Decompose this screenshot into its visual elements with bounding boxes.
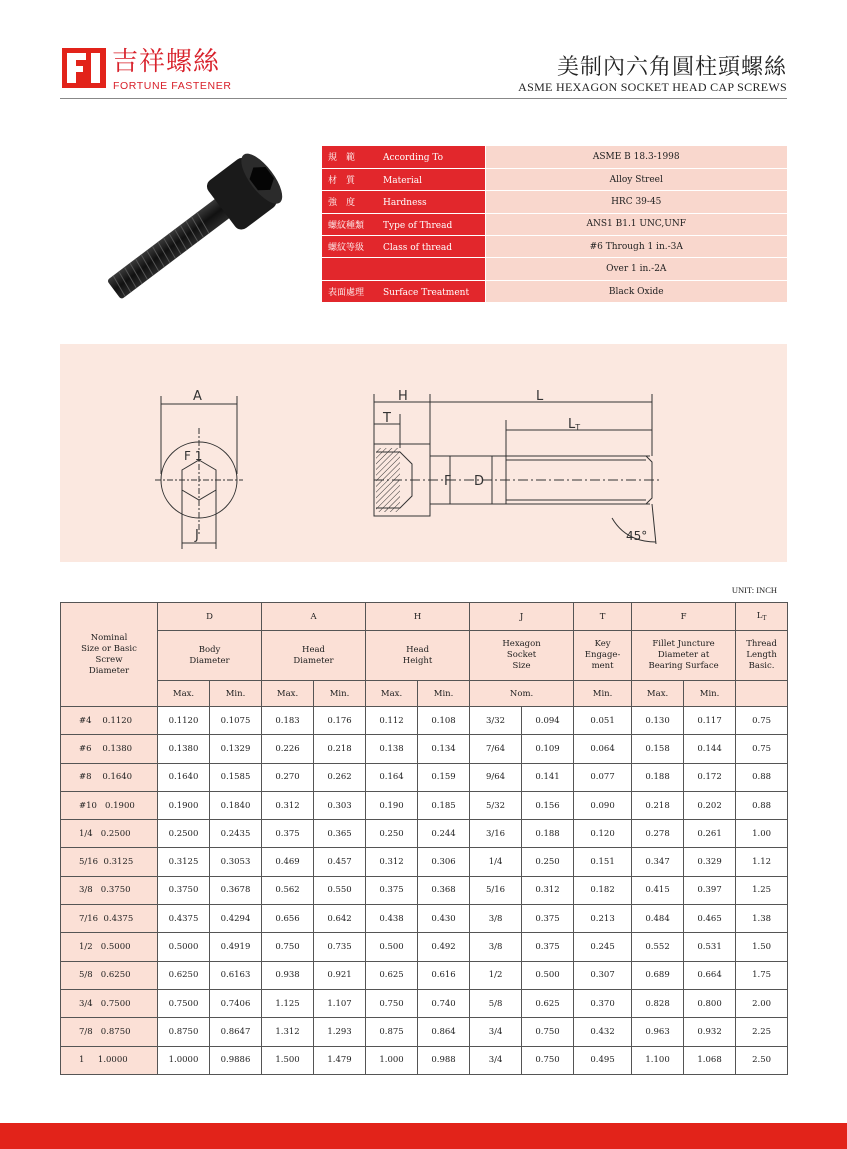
cell-lt: 1.25 — [736, 876, 788, 904]
cell-f-max: 0.484 — [632, 905, 684, 933]
cell-h-max: 0.875 — [366, 1018, 418, 1046]
cell-j-frac: 3/4 — [470, 1018, 522, 1046]
cell-a-min: 0.642 — [314, 905, 366, 933]
cell-j-frac: 3/8 — [470, 905, 522, 933]
cell-h-min: 0.159 — [418, 763, 470, 791]
cell-f-min: 0.144 — [684, 735, 736, 763]
cell-j-dec: 0.156 — [522, 791, 574, 819]
table-row — [61, 989, 788, 1017]
cell-h-min: 0.430 — [418, 905, 470, 933]
label-LT-main: L — [568, 417, 576, 432]
cell-a-min: 1.479 — [314, 1046, 366, 1074]
table-row — [61, 1046, 788, 1074]
cell-a-max: 0.312 — [262, 791, 314, 819]
specification-table — [322, 146, 787, 303]
cell-t-min: 0.090 — [574, 791, 632, 819]
desc-line: Body — [198, 644, 221, 655]
spec-row — [322, 146, 787, 168]
spec-row — [322, 258, 787, 280]
cell-d-min: 0.3678 — [210, 876, 262, 904]
cell-j-frac: 3/4 — [470, 1046, 522, 1074]
label-LT-sub: T — [575, 423, 581, 432]
spec-label-cn: 材 質 — [328, 176, 356, 187]
unit-label: UNIT: INCH — [731, 585, 777, 595]
footer-bar — [0, 1123, 847, 1149]
cell-t-min: 0.213 — [574, 905, 632, 933]
table-row — [61, 820, 788, 848]
min-header: Min. — [684, 681, 736, 707]
cell-lt: 1.12 — [736, 848, 788, 876]
cell-lt: 2.25 — [736, 1018, 788, 1046]
cell-d-min: 0.9886 — [210, 1046, 262, 1074]
label-LT — [568, 417, 580, 432]
cell-h-max: 1.000 — [366, 1046, 418, 1074]
cell-a-min: 1.293 — [314, 1018, 366, 1046]
cell-d-min: 0.1585 — [210, 763, 262, 791]
max-header: Max. — [158, 681, 210, 707]
desc-line: ment — [591, 661, 614, 671]
desc-line: Height — [402, 655, 433, 666]
cell-t-min: 0.307 — [574, 961, 632, 989]
label-D: D — [474, 474, 485, 489]
brand-name-chinese: 吉祥螺絲 — [112, 47, 221, 77]
cell-a-min: 1.107 — [314, 989, 366, 1017]
cell-f-min: 1.068 — [684, 1046, 736, 1074]
cell-j-frac: 5/32 — [470, 791, 522, 819]
desc-LT — [736, 631, 788, 681]
desc-line: Head — [406, 644, 430, 655]
cell-t-min: 0.151 — [574, 848, 632, 876]
cell-j-dec: 0.250 — [522, 848, 574, 876]
nominal-header-line: Diameter — [88, 665, 130, 676]
label-angle: 45° — [626, 529, 648, 543]
cell-t-min: 0.370 — [574, 989, 632, 1017]
cell-f-max: 0.158 — [632, 735, 684, 763]
cell-d-min: 0.1329 — [210, 735, 262, 763]
cell-a-min: 0.303 — [314, 791, 366, 819]
cell-a-max: 0.270 — [262, 763, 314, 791]
cell-f-min: 0.261 — [684, 820, 736, 848]
desc-line: Key — [594, 639, 611, 649]
cell-a-max: 1.125 — [262, 989, 314, 1017]
cell-h-min: 0.368 — [418, 876, 470, 904]
desc-line: Engage- — [584, 650, 621, 660]
table-row — [61, 905, 788, 933]
lt-main: L — [756, 611, 763, 621]
cell-d-max: 0.4375 — [158, 905, 210, 933]
cell-h-max: 0.250 — [366, 820, 418, 848]
dimension-table — [60, 602, 788, 1075]
cell-d-max: 0.1380 — [158, 735, 210, 763]
cell-t-min: 0.182 — [574, 876, 632, 904]
cell-h-max: 0.112 — [366, 707, 418, 735]
cell-d-min: 0.4919 — [210, 933, 262, 961]
table-row — [61, 735, 788, 763]
lt-empty-header — [736, 681, 788, 707]
cell-f-max: 0.188 — [632, 763, 684, 791]
nominal-size-header — [61, 603, 158, 707]
cell-lt: 1.00 — [736, 820, 788, 848]
cell-j-dec: 0.750 — [522, 1046, 574, 1074]
cell-a-max: 0.656 — [262, 905, 314, 933]
label-T: T — [383, 411, 391, 426]
cell-t-min: 0.432 — [574, 1018, 632, 1046]
group-header-LT — [736, 603, 788, 631]
cell-a-max: 0.562 — [262, 876, 314, 904]
cell-f-max: 0.278 — [632, 820, 684, 848]
cell-f-max: 0.552 — [632, 933, 684, 961]
screw-drawing-icon — [60, 344, 787, 562]
min-header: Min. — [574, 681, 632, 707]
cell-h-min: 0.616 — [418, 961, 470, 989]
cell-t-min: 0.051 — [574, 707, 632, 735]
spec-label — [322, 146, 485, 168]
cell-j-frac: 3/8 — [470, 933, 522, 961]
cell-lt: 0.75 — [736, 735, 788, 763]
desc-line: Size — [512, 661, 531, 671]
spec-label-en: Class of thread — [383, 243, 453, 254]
cell-a-max: 0.226 — [262, 735, 314, 763]
group-header-A: A — [262, 603, 366, 631]
header-row-groups — [61, 603, 788, 631]
spec-label-cn: 螺紋等級 — [328, 243, 365, 254]
cell-j-frac: 7/64 — [470, 735, 522, 763]
cell-j-dec: 0.188 — [522, 820, 574, 848]
page-title-chinese: 美制內六角圓柱頭螺絲 — [556, 55, 787, 80]
desc-line: Bearing Surface — [648, 661, 719, 671]
cell-lt: 0.88 — [736, 791, 788, 819]
cell-t-min: 0.245 — [574, 933, 632, 961]
dimension-table-body — [61, 707, 788, 1075]
spec-value: ASME B 18.3-1998 — [485, 146, 787, 168]
cell-f-min: 0.664 — [684, 961, 736, 989]
cell-h-min: 0.864 — [418, 1018, 470, 1046]
spec-row — [322, 213, 787, 235]
cell-d-max: 0.3125 — [158, 848, 210, 876]
desc-line: Diameter — [293, 655, 334, 666]
label-L: L — [536, 389, 544, 404]
table-row — [61, 876, 788, 904]
cell-d-min: 0.1075 — [210, 707, 262, 735]
cell-d-max: 0.6250 — [158, 961, 210, 989]
cell-a-min: 0.218 — [314, 735, 366, 763]
cell-d-max: 0.1640 — [158, 763, 210, 791]
cell-size: #8 0.1640 — [61, 763, 158, 791]
cell-size: 5/8 0.6250 — [61, 961, 158, 989]
desc-line: Thread — [746, 639, 777, 649]
cell-j-frac: 5/8 — [470, 989, 522, 1017]
cell-h-max: 0.190 — [366, 791, 418, 819]
min-header: Min. — [418, 681, 470, 707]
cell-lt: 0.75 — [736, 707, 788, 735]
cell-a-max: 0.469 — [262, 848, 314, 876]
cell-lt: 2.00 — [736, 989, 788, 1017]
cell-a-min: 0.176 — [314, 707, 366, 735]
spec-value: HRC 39-45 — [485, 191, 787, 213]
spec-label-cn: 螺紋種類 — [328, 220, 365, 231]
spec-value: ANS1 B1.1 UNC,UNF — [485, 213, 787, 235]
cell-h-max: 0.312 — [366, 848, 418, 876]
table-row — [61, 961, 788, 989]
cell-d-max: 1.0000 — [158, 1046, 210, 1074]
cell-f-min: 0.202 — [684, 791, 736, 819]
desc-F — [632, 631, 736, 681]
cell-h-min: 0.740 — [418, 989, 470, 1017]
lt-sub: T — [762, 615, 767, 622]
cell-h-min: 0.185 — [418, 791, 470, 819]
table-row — [61, 1018, 788, 1046]
label-J: J — [195, 528, 199, 543]
desc-line: Diameter — [189, 655, 230, 666]
group-header-D: D — [158, 603, 262, 631]
cell-j-dec: 0.094 — [522, 707, 574, 735]
table-row — [61, 763, 788, 791]
cell-a-min: 0.365 — [314, 820, 366, 848]
cell-size: #6 0.1380 — [61, 735, 158, 763]
desc-line: Head — [302, 644, 325, 655]
cell-j-frac: 3/16 — [470, 820, 522, 848]
cell-size: 1/2 0.5000 — [61, 933, 158, 961]
cell-d-min: 0.8647 — [210, 1018, 262, 1046]
desc-A — [262, 631, 366, 681]
cell-lt: 1.38 — [736, 905, 788, 933]
cell-a-min: 0.457 — [314, 848, 366, 876]
cell-f-min: 0.465 — [684, 905, 736, 933]
cell-t-min: 0.064 — [574, 735, 632, 763]
spec-value: Alloy Streel — [485, 168, 787, 190]
cell-j-dec: 0.500 — [522, 961, 574, 989]
cell-size: 3/4 0.7500 — [61, 989, 158, 1017]
cell-h-max: 0.500 — [366, 933, 418, 961]
table-row — [61, 848, 788, 876]
cell-size: 1/4 0.2500 — [61, 820, 158, 848]
cell-t-min: 0.077 — [574, 763, 632, 791]
label-F: F — [444, 474, 452, 489]
cell-f-min: 0.329 — [684, 848, 736, 876]
spec-label — [322, 213, 485, 235]
spec-label — [322, 168, 485, 190]
desc-J — [470, 631, 574, 681]
spec-row — [322, 280, 787, 302]
brand-name-english: FORTUNE FASTENER — [113, 80, 232, 92]
brand-logo-icon — [62, 48, 106, 88]
cell-d-max: 0.3750 — [158, 876, 210, 904]
max-header: Max. — [262, 681, 314, 707]
screw-photo-icon — [96, 148, 296, 308]
cell-size: #10 0.1900 — [61, 791, 158, 819]
spec-label — [322, 280, 485, 302]
cell-j-dec: 0.141 — [522, 763, 574, 791]
cell-f-min: 0.531 — [684, 933, 736, 961]
cell-d-max: 0.1120 — [158, 707, 210, 735]
cell-h-min: 0.988 — [418, 1046, 470, 1074]
cell-h-min: 0.134 — [418, 735, 470, 763]
cell-d-max: 0.1900 — [158, 791, 210, 819]
cell-f-max: 1.100 — [632, 1046, 684, 1074]
spec-value: Over 1 in.-2A — [485, 258, 787, 280]
label-F1: F 1 — [184, 449, 203, 463]
cell-h-min: 0.492 — [418, 933, 470, 961]
spec-label-cn: 表面處理 — [328, 288, 365, 299]
cell-size: 3/8 0.3750 — [61, 876, 158, 904]
cell-lt: 1.50 — [736, 933, 788, 961]
desc-T — [574, 631, 632, 681]
table-row — [61, 707, 788, 735]
cell-d-min: 0.4294 — [210, 905, 262, 933]
cell-d-min: 0.7406 — [210, 989, 262, 1017]
cell-h-min: 0.244 — [418, 820, 470, 848]
group-header-T: T — [574, 603, 632, 631]
cell-a-min: 0.921 — [314, 961, 366, 989]
cell-a-max: 0.750 — [262, 933, 314, 961]
desc-line: Socket — [506, 650, 537, 660]
nominal-header-line: Screw — [95, 654, 123, 665]
desc-D — [158, 631, 262, 681]
group-header-J: J — [470, 603, 574, 631]
cell-f-max: 0.347 — [632, 848, 684, 876]
cell-a-min: 0.262 — [314, 763, 366, 791]
group-header-F: F — [632, 603, 736, 631]
cell-f-max: 0.218 — [632, 791, 684, 819]
min-header: Min. — [210, 681, 262, 707]
cell-h-min: 0.306 — [418, 848, 470, 876]
desc-line: Basic. — [748, 661, 775, 671]
spec-value: Black Oxide — [485, 280, 787, 302]
cell-j-dec: 0.109 — [522, 735, 574, 763]
label-A: A — [193, 389, 202, 404]
cell-j-dec: 0.625 — [522, 989, 574, 1017]
cell-d-min: 0.6163 — [210, 961, 262, 989]
cell-f-min: 0.172 — [684, 763, 736, 791]
label-H: H — [398, 389, 408, 404]
cell-h-max: 0.375 — [366, 876, 418, 904]
cell-f-max: 0.963 — [632, 1018, 684, 1046]
cell-a-max: 1.312 — [262, 1018, 314, 1046]
table-row — [61, 791, 788, 819]
cell-d-max: 0.5000 — [158, 933, 210, 961]
min-header: Min. — [314, 681, 366, 707]
group-header-H: H — [366, 603, 470, 631]
cell-a-min: 0.550 — [314, 876, 366, 904]
cell-d-min: 0.1840 — [210, 791, 262, 819]
spec-label-en: Hardness — [383, 198, 427, 209]
cell-a-max: 0.375 — [262, 820, 314, 848]
spec-label-en: Material — [383, 176, 422, 187]
cell-size: 1 1.0000 — [61, 1046, 158, 1074]
desc-line: Length — [746, 650, 777, 660]
cell-size: 7/16 0.4375 — [61, 905, 158, 933]
cell-size: 5/16 0.3125 — [61, 848, 158, 876]
cell-a-max: 0.183 — [262, 707, 314, 735]
header-row-descriptions — [61, 631, 788, 681]
spec-row — [322, 168, 787, 190]
cell-j-dec: 0.375 — [522, 933, 574, 961]
cell-t-min: 0.495 — [574, 1046, 632, 1074]
cell-j-dec: 0.312 — [522, 876, 574, 904]
page-title-english: ASME HEXAGON SOCKET HEAD CAP SCREWS — [518, 80, 787, 94]
cell-d-max: 0.7500 — [158, 989, 210, 1017]
spec-label-en: Type of Thread — [383, 220, 453, 231]
nominal-header-line: Size or Basic — [81, 643, 137, 654]
cell-f-max: 0.130 — [632, 707, 684, 735]
cell-j-frac: 3/32 — [470, 707, 522, 735]
cell-h-max: 0.164 — [366, 763, 418, 791]
spec-label-cn: 強 度 — [328, 198, 356, 209]
cell-a-max: 1.500 — [262, 1046, 314, 1074]
cell-d-min: 0.2435 — [210, 820, 262, 848]
cell-size: 7/8 0.8750 — [61, 1018, 158, 1046]
cell-j-dec: 0.375 — [522, 905, 574, 933]
spec-label — [322, 258, 485, 280]
spec-row — [322, 236, 787, 258]
nom-header: Nom. — [470, 681, 574, 707]
table-row — [61, 933, 788, 961]
desc-H — [366, 631, 470, 681]
header-divider — [60, 98, 787, 99]
cell-h-max: 0.625 — [366, 961, 418, 989]
technical-drawing — [60, 344, 787, 562]
cell-t-min: 0.120 — [574, 820, 632, 848]
cell-f-min: 0.397 — [684, 876, 736, 904]
cell-h-max: 0.438 — [366, 905, 418, 933]
spec-value: #6 Through 1 in.-3A — [485, 236, 787, 258]
desc-line: Fillet Juncture — [652, 639, 715, 649]
cell-lt: 2.50 — [736, 1046, 788, 1074]
cell-f-min: 0.932 — [684, 1018, 736, 1046]
spec-label-cn: 規 範 — [328, 153, 356, 164]
cell-h-max: 0.138 — [366, 735, 418, 763]
cell-f-max: 0.689 — [632, 961, 684, 989]
cell-j-frac: 1/2 — [470, 961, 522, 989]
cell-h-min: 0.108 — [418, 707, 470, 735]
cell-d-max: 0.2500 — [158, 820, 210, 848]
desc-line: Hexagon — [502, 639, 541, 649]
cell-lt: 1.75 — [736, 961, 788, 989]
cell-f-min: 0.117 — [684, 707, 736, 735]
spec-label-en: According To — [383, 153, 444, 164]
spec-label-en: Surface Treatment — [383, 288, 470, 299]
header-row-maxmin — [61, 681, 788, 707]
cell-a-max: 0.938 — [262, 961, 314, 989]
cell-f-max: 0.828 — [632, 989, 684, 1017]
cell-d-max: 0.8750 — [158, 1018, 210, 1046]
cell-lt: 0.88 — [736, 763, 788, 791]
max-header: Max. — [632, 681, 684, 707]
cell-a-min: 0.735 — [314, 933, 366, 961]
max-header: Max. — [366, 681, 418, 707]
cell-j-frac: 5/16 — [470, 876, 522, 904]
cell-j-frac: 9/64 — [470, 763, 522, 791]
cell-f-min: 0.800 — [684, 989, 736, 1017]
nominal-header-line: Nominal — [90, 632, 128, 643]
cell-d-min: 0.3053 — [210, 848, 262, 876]
cell-size: #4 0.1120 — [61, 707, 158, 735]
spec-label — [322, 191, 485, 213]
cell-f-max: 0.415 — [632, 876, 684, 904]
cell-j-frac: 1/4 — [470, 848, 522, 876]
spec-row — [322, 191, 787, 213]
cell-j-dec: 0.750 — [522, 1018, 574, 1046]
cell-h-max: 0.750 — [366, 989, 418, 1017]
desc-line: Diameter at — [657, 650, 710, 660]
spec-label — [322, 236, 485, 258]
